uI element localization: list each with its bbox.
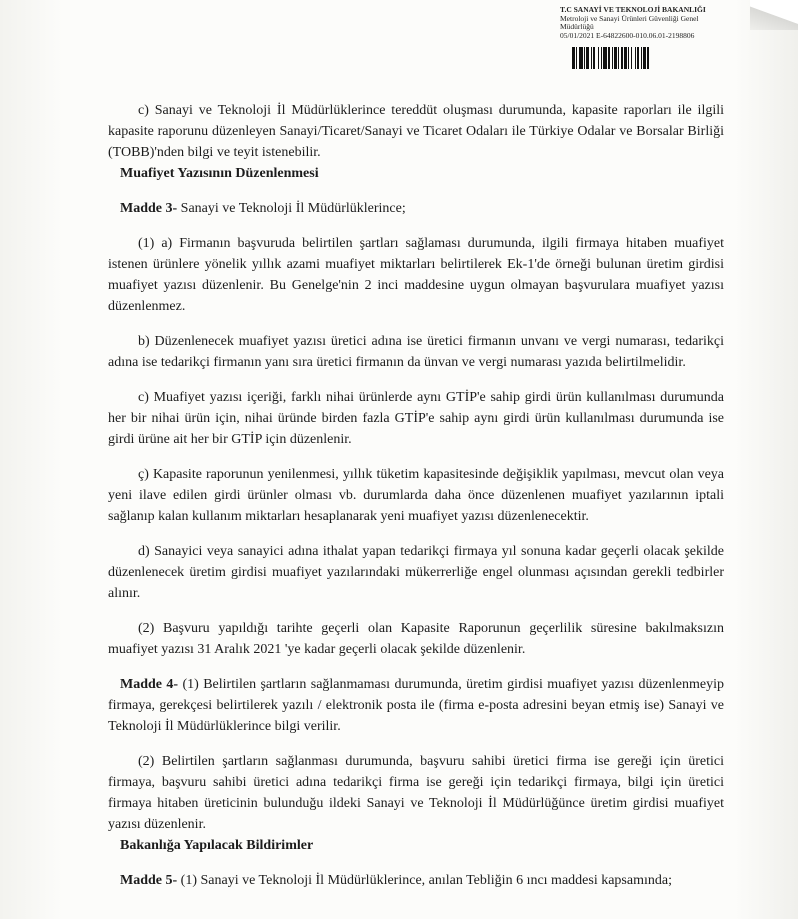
madde-4-text: (1) Belirtilen şartların sağlanmaması durumunda, üretim girdisi muafiyet yazısı düzenlenmeyip firmaya, gerekçesi belirtilerek yazılı / elektronik posta ile (firma e-posta adresini beyan etmiş ise) Sanayi ve Teknoloji İl Müdürlüklerince bilgi verilir.	[108, 677, 724, 734]
madde-3	[108, 198, 724, 219]
madde-3-label: Madde 3-	[120, 201, 178, 216]
paragraph-d: d) Sanayici veya sanayici adına ithalat yapan tedarikçi firmaya yıl sonuna kadar geçerli olacak şekilde düzenlenecek üretim girdisi muafiyet yazılarındaki mükerrerliğe engel olunması açısından gerekli tedbirler alınır.	[108, 544, 724, 601]
paragraph-madde4-2: (2) Belirtilen şartların sağlanması durumunda, başvuru sahibi üretici firma ise gereği için üretici firmaya, başvuru sahibi üretici adına tedarikçi firma ise gereği için tedarikçi firmaya, bilgi için üretici firmaya hitaben üreticinin bulunduğu ildeki Sanayi ve Teknoloji İl Müdürlüğünce üretim girdisi muafiyet yazısı düzenlenir.	[108, 754, 724, 832]
madde-5-label: Madde 5-	[120, 873, 178, 888]
madde-4	[108, 674, 724, 737]
stamp-doc-ref: 05/01/2021 E-64822600-010.06.01-2198806	[560, 30, 695, 40]
paragraph-2: (2) Başvuru yapıldığı tarihte geçerli olan Kapasite Raporunun geçerlilik süresine bakılmaksızın muafiyet yazısı 31 Aralık 2021 'ye kadar geçerli olacak şekilde düzenlenir.	[108, 621, 724, 657]
paragraph-cc: ç) Kapasite raporunun yenilenmesi, yıllık tüketim kapasitesinde değişiklik yapılması, mevcut olan veya yeni ilave edilen girdi ürünler olması vb. durumlarda daha önce düzenlenen muafiyet yazılarının iptali sağlanıp kalan kullanım miktarları hesaplanarak yeni muafiyet yazısı düzenlenecektir.	[108, 467, 724, 524]
heading-muafiyet-yazisi: Muafiyet Yazısının Düzenlenmesi	[120, 166, 319, 181]
document-body	[108, 100, 724, 891]
stamp-ministry: T.C SANAYİ VE TEKNOLOJİ BAKANLIĞI	[560, 5, 706, 14]
barcode	[572, 47, 712, 69]
stamp-directorate-line2: Müdürlüğü	[560, 22, 594, 32]
madde-5-text: (1) Sanayi ve Teknoloji İl Müdürlüklerince, anılan Tebliğin 6 ıncı maddesi kapsamında;	[177, 873, 672, 888]
paragraph-c-intro: c) Sanayi ve Teknoloji İl Müdürlüklerince tereddüt oluşması durumunda, kapasite raporları ile ilgili kapasite raporunu düzenleyen Sanayi/Ticaret/Sanayi ve Ticaret Odaları ile Türkiye Odalar ve Borsalar Birliği (TOBB)'nden bilgi ve teyit istenebilir.	[108, 103, 724, 160]
heading-bakanliga-bildirimler: Bakanlığa Yapılacak Bildirimler	[120, 838, 314, 853]
stamp-directorate-line1: Metroloji ve Sanayi Ürünleri Güvenliği Genel	[560, 13, 699, 23]
paragraph-c: c) Muafiyet yazısı içeriği, farklı nihai ürünlerde aynı GTİP'e sahip girdi ürün kullanılması durumunda her bir nihai ürün için, nihai üründe birden fazla GTİP'e sahip aynı girdi ürün kullanılması durumunda ise girdi ürüne ait her bir GTİP için düzenlenir.	[108, 390, 724, 447]
paragraph-b: b) Düzenlenecek muafiyet yazısı üretici adına ise üretici firmanın unvanı ve vergi numarası, tedarikçi adına ise tedarikçi firmanın yanı sıra üretici firmanın da ünvan ve vergi numarası yazıda belirtilmelidir.	[108, 334, 724, 370]
madde-4-label: Madde 4-	[120, 677, 179, 692]
madde-3-text: Sanayi ve Teknoloji İl Müdürlüklerince;	[177, 201, 406, 216]
paragraph-1a: (1) a) Firmanın başvuruda belirtilen şartları sağlaması durumunda, ilgili firmaya hitaben muafiyet istenen ürünlere yönelik yıllık azami muafiyet miktarları belirtilerek Ek-1'de örneği bulunan üretim girdisi muafiyet yazısı düzenlenir. Bu Genelge'nin 2 inci maddesine uygun olmayan başvurulara muafiyet yazısı düzenlenmez.	[108, 236, 724, 314]
barcode-bar	[649, 47, 650, 69]
document-stamp	[560, 6, 740, 40]
madde-5	[108, 870, 724, 891]
page-corner-fold	[750, 0, 798, 30]
